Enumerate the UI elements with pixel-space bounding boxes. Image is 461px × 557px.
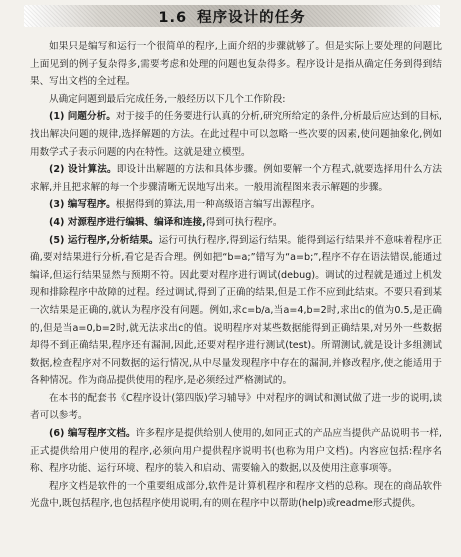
step-heading: (5) 运行程序,分析结果。 (49, 234, 159, 246)
paragraph-body: 根据得到的算法,用一种高级语言编写出源程序。 (115, 199, 321, 211)
step-heading: (4) 对源程序进行编辑、编译和连接, (49, 216, 206, 228)
paragraph-body: 在本书的配套书《C程序设计(第四版)学习辅导》中对程序的调试和测试做了进一步的说明,读者可以参考。 (30, 392, 442, 422)
section-number: 1.6 (158, 9, 188, 26)
section-heading (158, 6, 305, 27)
paragraph-step-5 (30, 232, 442, 390)
paragraph-body: 许多程序是提供给别人使用的,如同正式的产品应当提供产品说明书一样,正式提供给用户使用的程序,必须向用户提供程序说明书(也称为用户文档)。内容应包括:程序名称、程序功能、运行环境、程序的装入和启动、需要输入的数据,以及使用注意事项等。 (30, 428, 442, 475)
step-heading: (3) 编写程序。 (49, 199, 116, 211)
paragraph-body: 程序文档是软件的一个重要组成部分,软件是计算机程序和程序文档的总称。现在的商品软件光盘中,既包括程序,也包括程序使用说明,有的则在程序中以帮助(help)或readme形式提供。 (30, 480, 442, 510)
step-heading: (2) 设计算法。 (49, 164, 117, 176)
paragraph-body: 如果只是编写和运行一个很简单的程序,上面介绍的步骤就够了。但是实际上要处理的问题比上面见到的例子复杂得多,需要考虑和处理的问题也复杂得多。程序设计是指从确定任务到得到结果、写出文档的全过程。 (30, 41, 442, 88)
paragraph-body: 对于接手的任务要进行认真的分析,研究所给定的条件,分析最后应达到的目标,找出解决问题的规律,选择解题的方法。在此过程中可以忽略一些次要的因素,使问题抽象化,例如用数学式子表示问题的内在特性。这就是建立模型。 (30, 111, 442, 158)
paragraph-body: 运行可执行程序,得到运行结果。能得到运行结果并不意味着程序正确,要对结果进行分析,看它是否合理。例如把“b=a;”错写为“a=b;”,程序不存在语法错误,能通过编译,但运行结果显然与预期不符。因此要对程序进行调试(debug)。调试的过程就是通过上机发现和排除程序中故障的过程。经过调试,得到了正确的结果,但是工作不应到此结束。不要只看到某一次结果是正确的,就认为程序没有问题。例如,求c=b/a,当a=4,b=2时,求出c的值为0.5,是正确的,但是当a=0,b=2时,就无法求出c的值。说明程序对某些数据能得到正确结果,对另外一些数据却得不到正确结果,程序还有漏洞,因此,还要对程序进行测试(test)。所谓测试,就是设计多组测试数据,检查程序对不同数据的运行情况,从中尽量发现程序中存在的漏洞,并修改程序,使之能适用于各种情况。作为商品提供使用的程序,是必须经过严格测试的。 (30, 234, 442, 387)
body-text (30, 38, 442, 513)
step-heading: (6) 编写程序文档。 (49, 428, 136, 440)
section-banner (24, 5, 440, 27)
paragraph-step-1 (30, 108, 442, 161)
paragraph-closing (30, 478, 442, 513)
step-heading: (1) 问题分析。 (49, 111, 116, 123)
paragraph-step-6 (30, 425, 442, 478)
paragraph-intro (30, 38, 442, 91)
paragraph-reference (30, 390, 442, 425)
paragraph-step-2 (30, 161, 442, 196)
paragraph-body: 即设计出解题的方法和具体步骤。例如要解一个方程式,就要选择用什么方法求解,并且把求解的每一个步骤清晰无误地写出来。一般用流程图来表示解题的步骤。 (30, 164, 442, 193)
paragraph-step-3 (30, 196, 442, 214)
paragraph-body: 得到可执行程序。 (205, 216, 283, 228)
paragraph-body: 从确定问题到最后完成任务,一般经历以下几个工作阶段: (49, 93, 286, 105)
section-title: 程序设计的任务 (197, 9, 306, 26)
paragraph-step-4 (30, 214, 442, 232)
paragraph-stages (30, 91, 442, 109)
